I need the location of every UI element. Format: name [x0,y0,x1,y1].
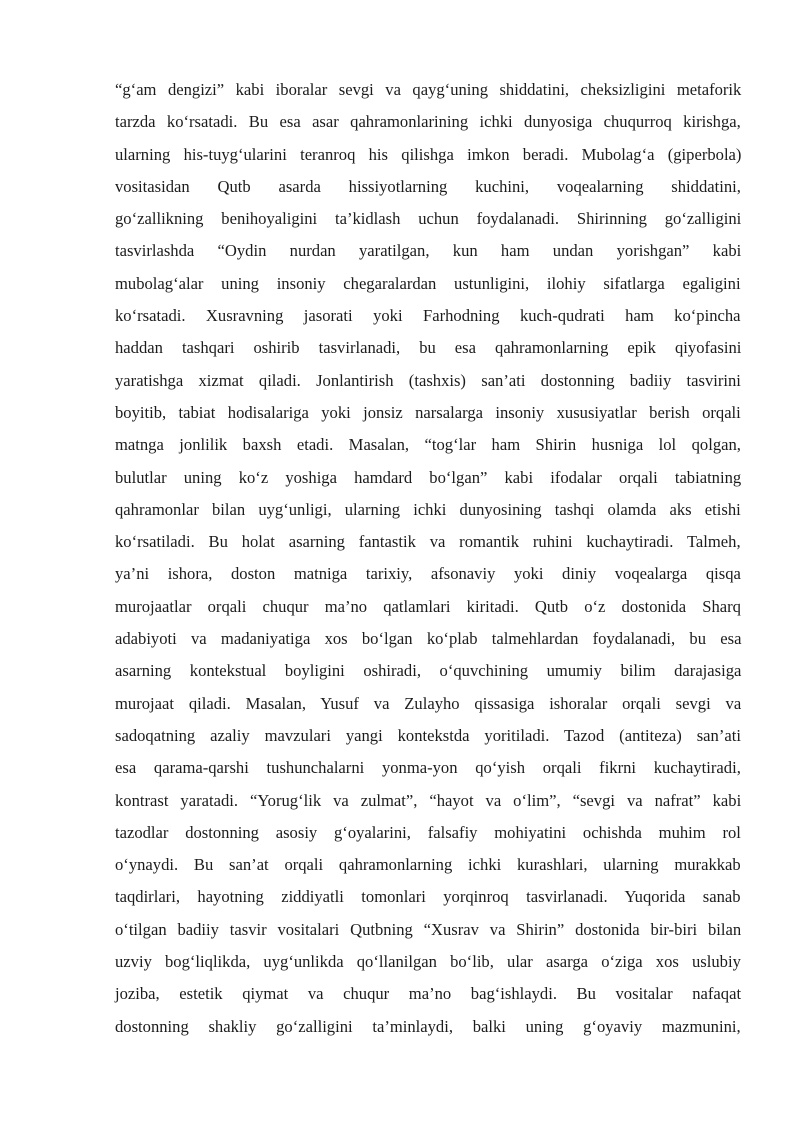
text-line: ya’ni ishora, doston matniga tarixiy, afsonaviy yoki diniy voqealarga qisqa [115,564,741,584]
text-line: sadoqatning azaliy mavzulari yangi kontekstda yoritiladi. Tazod (antiteza) san’ati [115,725,741,745]
text-line: “g‘am dengizi” kabi iboralar sevgi va qayg‘uning shiddatini, cheksizligini metaforik [115,80,742,99]
text-line: mubolag‘alar uning insoniy chegaralardan ustunligini, ilohiy sifatlarga egaligini [115,273,741,293]
text-line: dostonning shakliy go‘zalligini ta’minlaydi, balki uning g‘oyaviy mazmunini, [115,1016,741,1036]
text-line: boyitib, tabiat hodisalariga yoki jonsiz narsalarga insoniy xususiyatlar berish orqali [115,402,741,422]
text-line: qahramonlar bilan uyg‘unligi, ularning ichki dunyosining tashqi olamda aks etishi [115,499,741,519]
text-line: adabiyoti va madaniyatiga xos bo‘lgan ko‘plab talmehlardan foydalanadi, bu esa [115,629,742,649]
text-line: asarning kontekstual boyligini oshiradi, o‘quvchining umumiy bilim darajasiga [115,661,742,681]
text-line: bulutlar uning ko‘z yoshiga hamdard bo‘lgan” kabi ifodalar orqali tabiatning [115,467,742,487]
text-line: ko‘rsatadi. Xusravning jasorati yoki Farhodning kuch-qudrati ham ko‘pincha [115,306,741,326]
text-line: murojaatlar orqali chuqur ma’no qatlamlari kiritadi. Qutb o‘z dostonida Sharq [115,596,741,616]
text-line: yaratishga xizmat qiladi. Jonlantirish (tashxis) san’ati dostonning badiiy tasvirini [115,370,741,390]
text-line: o‘ynaydi. Bu san’at orqali qahramonlarning ichki kurashlari, ularning murakkab [115,855,741,875]
text-line: o‘tilgan badiiy tasvir vositalari Qutbning “Xusrav va Shirin” dostonida bir-biri bilan [115,919,742,939]
text-line: matnga jonlilik baxsh etadi. Masalan, “tog‘lar ham Shirin husniga lol qolgan, [115,435,741,455]
text-line: haddan tashqari oshirib tasvirlanadi, bu esa qahramonlarning epik qiyofasini [115,338,742,358]
text-line: kontrast yaratadi. “Yorug‘lik va zulmat”, “hayot va o‘lim”, “sevgi va nafrat” kabi [115,790,742,810]
text-line: esa qarama-qarshi tushunchalarni yonma-yon qo‘yish orqali fikrni kuchaytiradi, [115,758,741,778]
text-line: taqdirlari, hayotning ziddiyatli tomonlari yorqinroq tasvirlanadi. Yuqorida sanab [115,887,741,907]
text-line: joziba, estetik qiymat va chuqur ma’no bag‘ishlaydi. Bu vositalar nafaqat [115,984,742,1004]
text-line: uzviy bog‘liqlikda, uyg‘unlikda qo‘llanilgan bo‘lib, ular asarga o‘ziga xos uslubiy [115,952,741,972]
text-line: vositasidan Qutb asarda hissiyotlarning kuchini, voqealarning shiddatini, [115,176,741,196]
text-line: murojaat qiladi. Masalan, Yusuf va Zulayho qissasiga ishoralar orqali sevgi va [115,693,742,713]
text-line: tasvirlashda “Oydin nurdan yaratilgan, kun ham undan yorishgan” kabi [115,241,742,261]
text-line: tarzda ko‘rsatadi. Bu esa asar qahramonlarining ichki dunyosiga chuqurroq kirishga, [115,112,741,132]
text-line: tazodlar dostonning asosiy g‘oyalarini, falsafiy mohiyatini ochishda muhim rol [115,822,741,842]
text-line: ularning his-tuyg‘ularini teranroq his qilishga imkon beradi. Mubolag‘a (giperbola) [115,144,742,164]
text-line: ko‘rsatiladi. Bu holat asarning fantastik va romantik ruhini kuchaytiradi. Talmeh, [115,532,741,552]
body-text [115,74,741,1043]
text-line: go‘zallikning benihoyaligini ta’kidlash uchun foydalanadi. Shirinning go‘zalligini [115,209,742,229]
